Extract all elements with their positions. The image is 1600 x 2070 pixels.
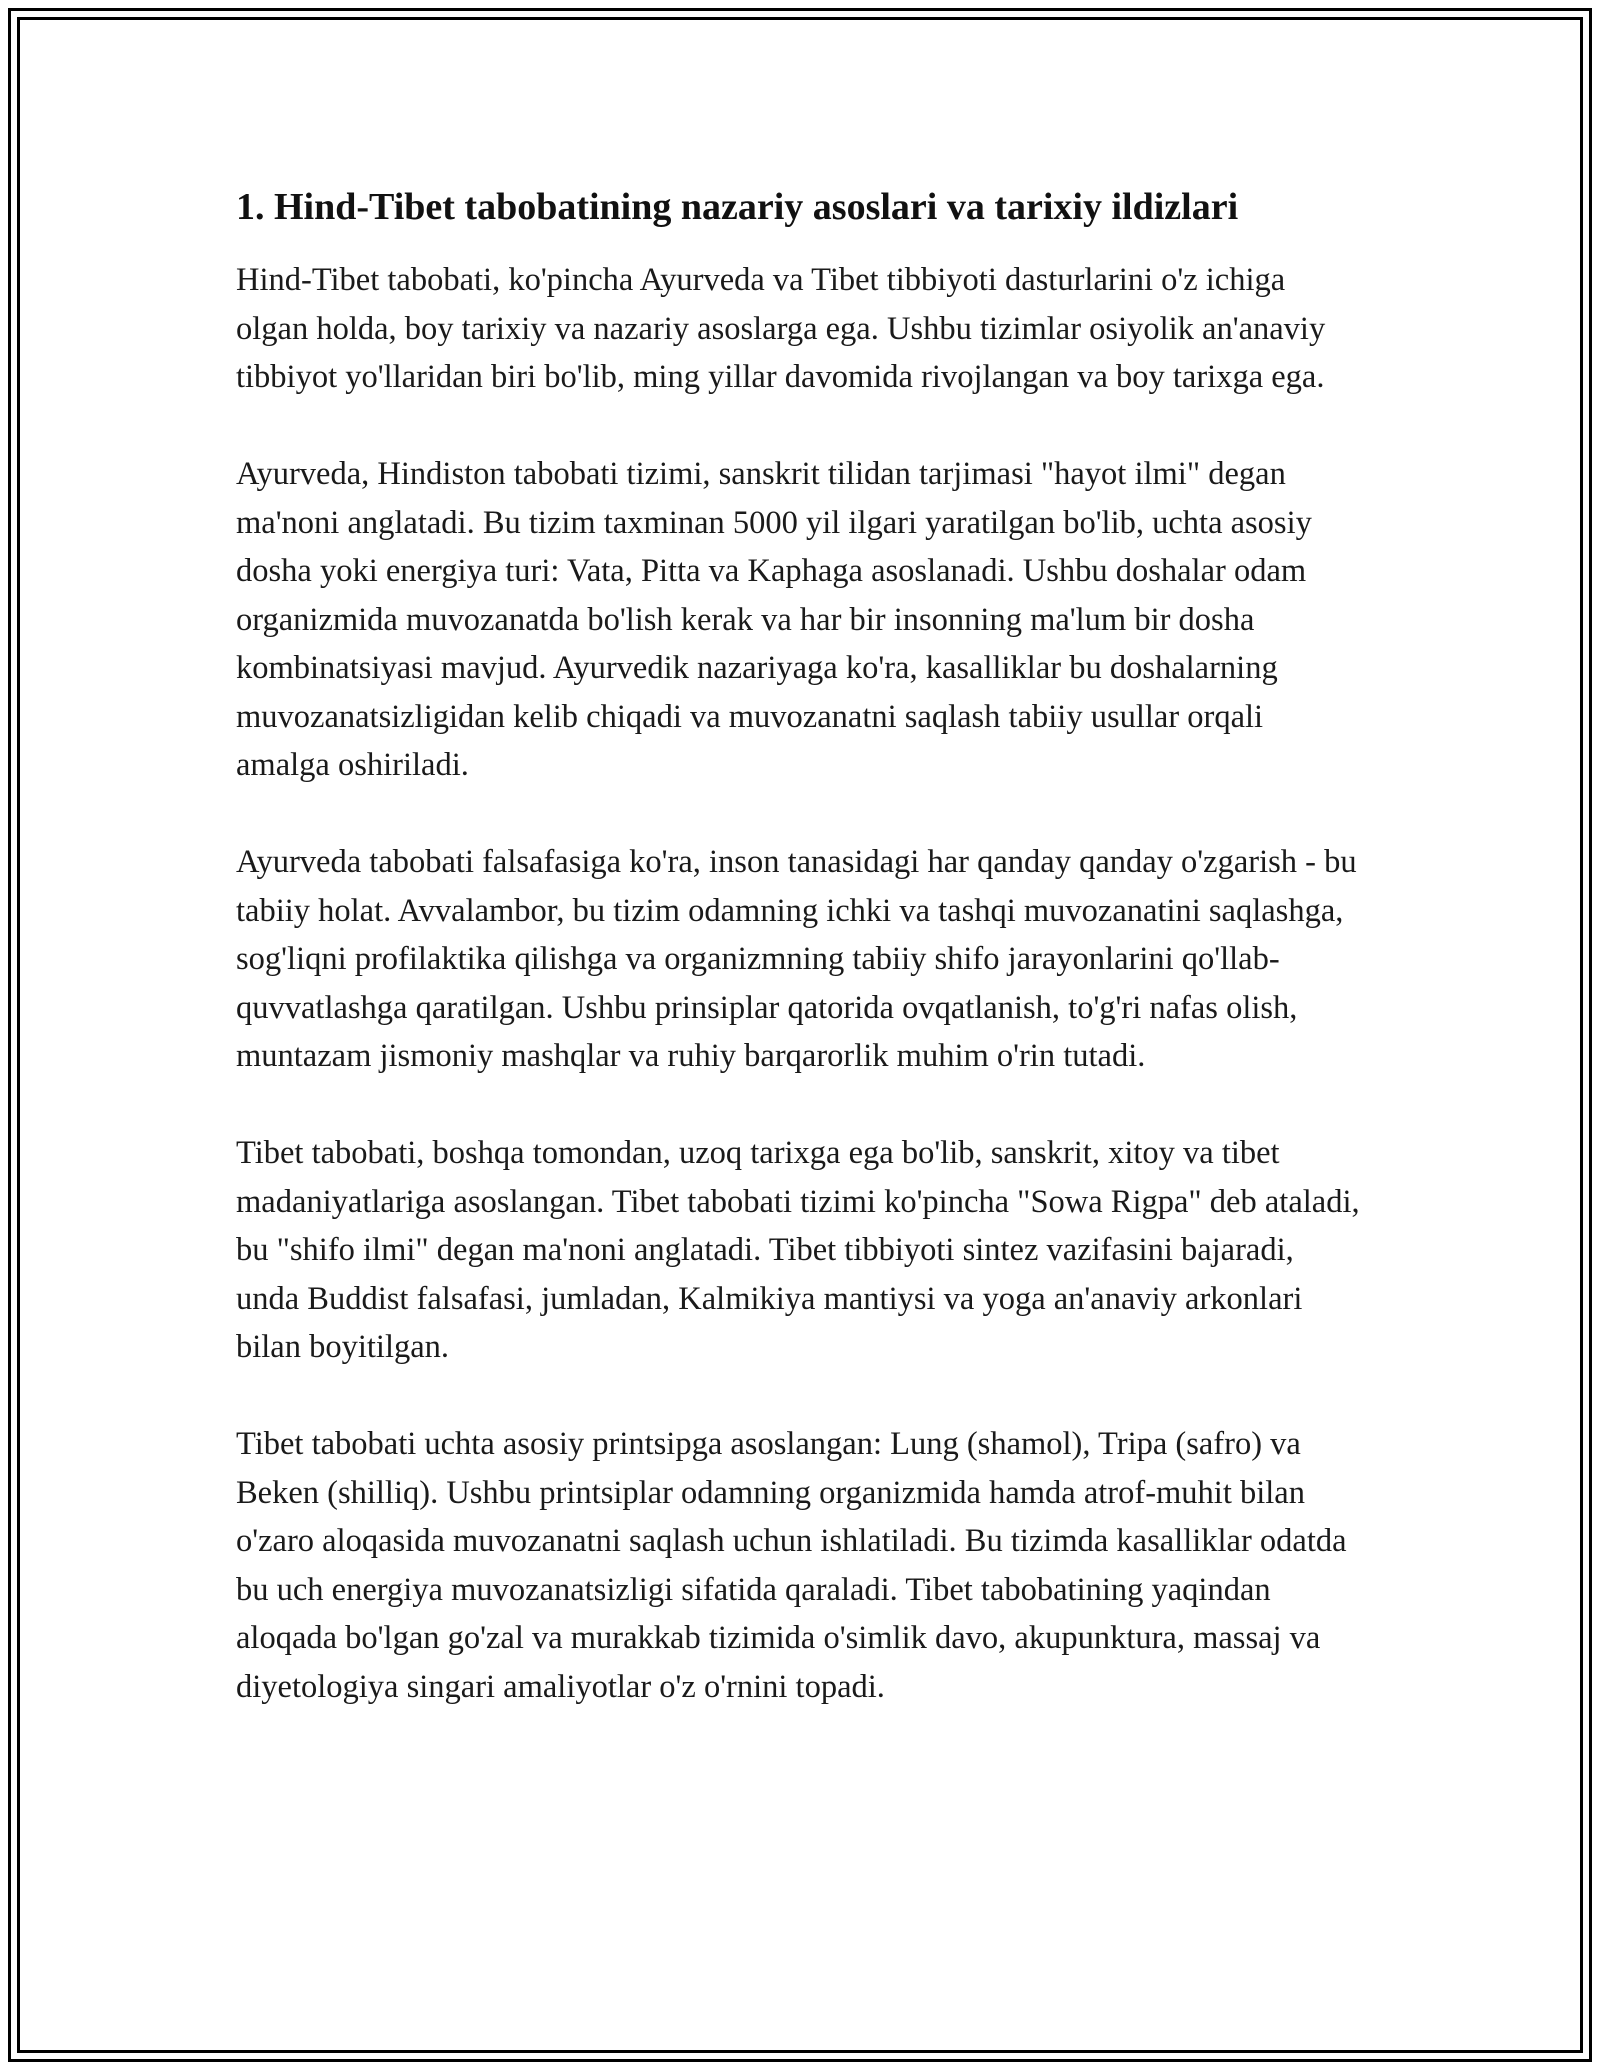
page-content [236, 182, 1364, 1760]
section-title: 1. Hind-Tibet tabobatining nazariy asoslari va tarixiy ildizlari [236, 186, 1239, 228]
paragraph-tibetan-principles: Tibet tabobati uchta asosiy printsipga asoslangan: Lung (shamol), Tripa (safro) va Beken (shilliq). Ushbu printsiplar odamning organizmida hamda atrof-muhit bilan o'zaro aloqasida muvozanatni saqlash uchun ishlatiladi. Bu tizimda kasalliklar odatda bu uch energiya muvozanatsizligi sifatida qaraladi. Tibet tabobatining yaqindan aloqada bo'lgan go'zal va murakkab tizimida o'simlik davo, akupunktura, massaj va diyetologiya singari amaliyotlar o'z o'rnini topadi. [236, 1426, 1347, 1705]
paragraph-intro: Hind-Tibet tabobati, ko'pincha Ayurveda va Tibet tibbiyoti dasturlarini o'z ichiga olgan holda, boy tarixiy va nazariy asoslarga ega. Ushbu tizimlar osiyolik an'anaviy tibbiyot yo'llaridan biri bo'lib, ming yillar davomida rivojlangan va boy tarixga ega. [236, 262, 1326, 395]
paragraph-ayurveda-philosophy: Ayurveda tabobati falsafasiga ko'ra, inson tanasidagi har qanday qanday o'zgarish - bu tabiiy holat. Avvalambor, bu tizim odamning ichki va tashqi muvozanatini saqlashga, sog'liqni profilaktika qilishga va organizmning tabiiy shifo jarayonlarini qo'llab-quvvatlashga qaratilgan. Ushbu prinsiplar qatorida ovqatlanish, to'g'ri nafas olish, muntazam jismoniy mashqlar va ruhiy barqarorlik muhim o'rin tutadi. [236, 844, 1357, 1074]
paragraph-tibetan-medicine: Tibet tabobati, boshqa tomondan, uzoq tarixga ega bo'lib, sanskrit, xitoy va tibet madaniyatlariga asoslangan. Tibet tabobati tizimi ko'pincha "Sowa Rigpa" deb ataladi, bu "shifo ilmi" degan ma'noni anglatadi. Tibet tibbiyoti sintez vazifasini bajaradi, unda Buddist falsafasi, jumladan, Kalmikiya mantiysi va yoga an'anaviy arkonlari bilan boyitilgan. [236, 1135, 1360, 1365]
paragraph-ayurveda: Ayurveda, Hindiston tabobati tizimi, sanskrit tilidan tarjimasi "hayot ilmi" degan ma'noni anglatadi. Bu tizim taxminan 5000 yil ilgari yaratilgan bo'lib, uchta asosiy dosha yoki energiya turi: Vata, Pitta va Kaphaga asoslanadi. Ushbu doshalar odam organizmida muvozanatda bo'lish kerak va har bir insonning ma'lum bir dosha kombinatsiyasi mavjud. Ayurvedik nazariyaga ko'ra, kasalliklar bu doshalarning muvozanatsizligidan kelib chiqadi va muvozanatni saqlash tabiiy usullar orqali amalga oshiriladi. [236, 456, 1312, 783]
